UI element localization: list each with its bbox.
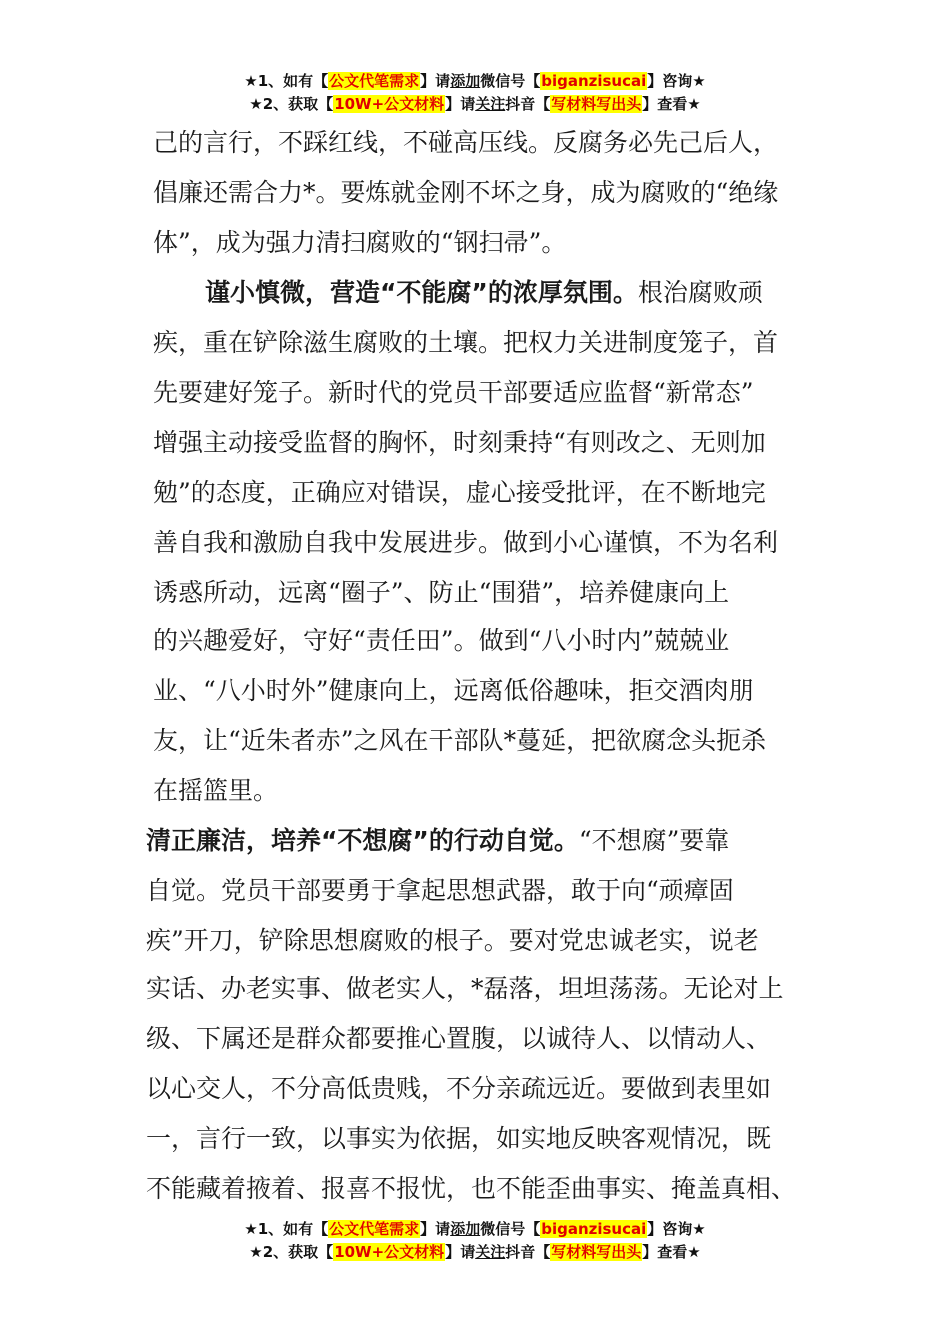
banner-text: 】咨询★ (647, 72, 706, 90)
header-banner (0, 70, 950, 116)
paragraph-line: 疾”开刀，铲除思想腐败的根子。要对党忠诚老实，说老 (146, 926, 759, 955)
banner-text: 】请 (420, 72, 451, 90)
footer-banner (0, 1218, 950, 1264)
paragraph-line: 增强主动接受监督的胸怀，时刻秉持“有则改之、无则加 (153, 428, 766, 457)
paragraph-line: 勉”的态度，正确应对错误，虚心接受批评，在不断地完 (153, 478, 766, 507)
paragraph-line: 倡廉还需合力*。要炼就金刚不坏之身，成为腐败的“绝缘 (153, 178, 779, 207)
paragraph-line: 疾，重在铲除滋生腐败的土壤。把权力关进制度笼子，首 (153, 328, 779, 357)
banner-text: 】咨询★ (647, 1220, 706, 1238)
underlined-text: 关注 (475, 1243, 506, 1261)
section-heading: 谨小慎微，营造“不能腐”的浓厚氛围。 (205, 278, 638, 307)
banner-text: ★2、获取【 (249, 95, 334, 113)
underlined-text: 添加 (450, 72, 481, 90)
paragraph-line: 在摇篮里。 (153, 776, 279, 805)
douyin-account: 写材料写出头 (551, 95, 642, 113)
paragraph-line: 不能藏着掖着、报喜不报忧，也不能歪曲事实、掩盖真相、 (146, 1174, 797, 1203)
wechat-id: biganzisucai (541, 1220, 647, 1238)
paragraph-line: 己的言行，不踩红线，不碰高压线。反腐务必先己后人， (153, 128, 779, 157)
paragraph-line: 自觉。党员干部要勇于拿起思想武器，敢于向“顽瘴固 (146, 876, 734, 905)
paragraph-line: 先要建好笼子。新时代的党员干部要适应监督“新常态” (153, 378, 754, 407)
paragraph-line: 的兴趣爱好，守好“责任田”。做到“八小时内”兢兢业 (153, 626, 730, 655)
paragraph-first-line (146, 826, 729, 856)
paragraph-line: 一，言行一致，以事实为依据，如实地反映客观情况，既 (146, 1124, 772, 1153)
banner-line-2 (0, 1241, 950, 1264)
paragraph-line: 体”，成为强力清扫腐败的“钢扫帚”。 (153, 228, 567, 257)
paragraph-line: 友，让“近朱者赤”之风在干部队*蔓延，把欲腐念头扼杀 (153, 726, 767, 755)
banner-text: 微信号【 (480, 72, 541, 90)
banner-text: 】请 (445, 1243, 476, 1261)
paragraph-text: 根治腐败顽 (637, 278, 763, 307)
paragraph-first-line (205, 278, 763, 308)
banner-text: 】请 (420, 1220, 451, 1238)
paragraph-text: “不想腐”要靠 (578, 826, 730, 855)
section-heading: 清正廉洁，培养“不想腐”的行动自觉。 (146, 826, 579, 855)
banner-text: 微信号【 (480, 1220, 541, 1238)
banner-text: 】请 (445, 95, 476, 113)
banner-text: ★2、获取【 (249, 1243, 334, 1261)
paragraph-line: 以心交人，不分高低贵贱，不分亲疏远近。要做到表里如 (146, 1074, 772, 1103)
banner-text: 抖音【 (505, 95, 551, 113)
highlight-text: 10W+公文材料 (334, 1243, 445, 1261)
banner-line-1 (0, 70, 950, 93)
banner-text: 】查看★ (642, 1243, 701, 1261)
underlined-text: 关注 (475, 95, 506, 113)
highlight-text: 公文代笔需求 (329, 72, 420, 90)
underlined-text: 添加 (450, 1220, 481, 1238)
paragraph-line: 业、“八小时外”健康向上，远离低俗趣味，拒交酒肉朋 (153, 676, 754, 705)
banner-text: ★1、如有【 (244, 1220, 329, 1238)
paragraph-line: 实话、办老实事、做老实人，*磊落，坦坦荡荡。无论对上 (146, 974, 784, 1003)
paragraph-line: 诱惑所动，远离“圈子”、防止“围猎”，培养健康向上 (153, 578, 730, 607)
wechat-id: biganzisucai (541, 72, 647, 90)
banner-line-2 (0, 93, 950, 116)
paragraph-line: 级、下属还是群众都要推心置腹，以诚待人、以情动人、 (146, 1024, 772, 1053)
banner-text: ★1、如有【 (244, 72, 329, 90)
highlight-text: 公文代笔需求 (329, 1220, 420, 1238)
banner-text: 】查看★ (642, 95, 701, 113)
douyin-account: 写材料写出头 (551, 1243, 642, 1261)
paragraph-line: 善自我和激励自我中发展进步。做到小心谨慎，不为名利 (153, 528, 779, 557)
banner-text: 抖音【 (505, 1243, 551, 1261)
highlight-text: 10W+公文材料 (334, 95, 445, 113)
banner-line-1 (0, 1218, 950, 1241)
